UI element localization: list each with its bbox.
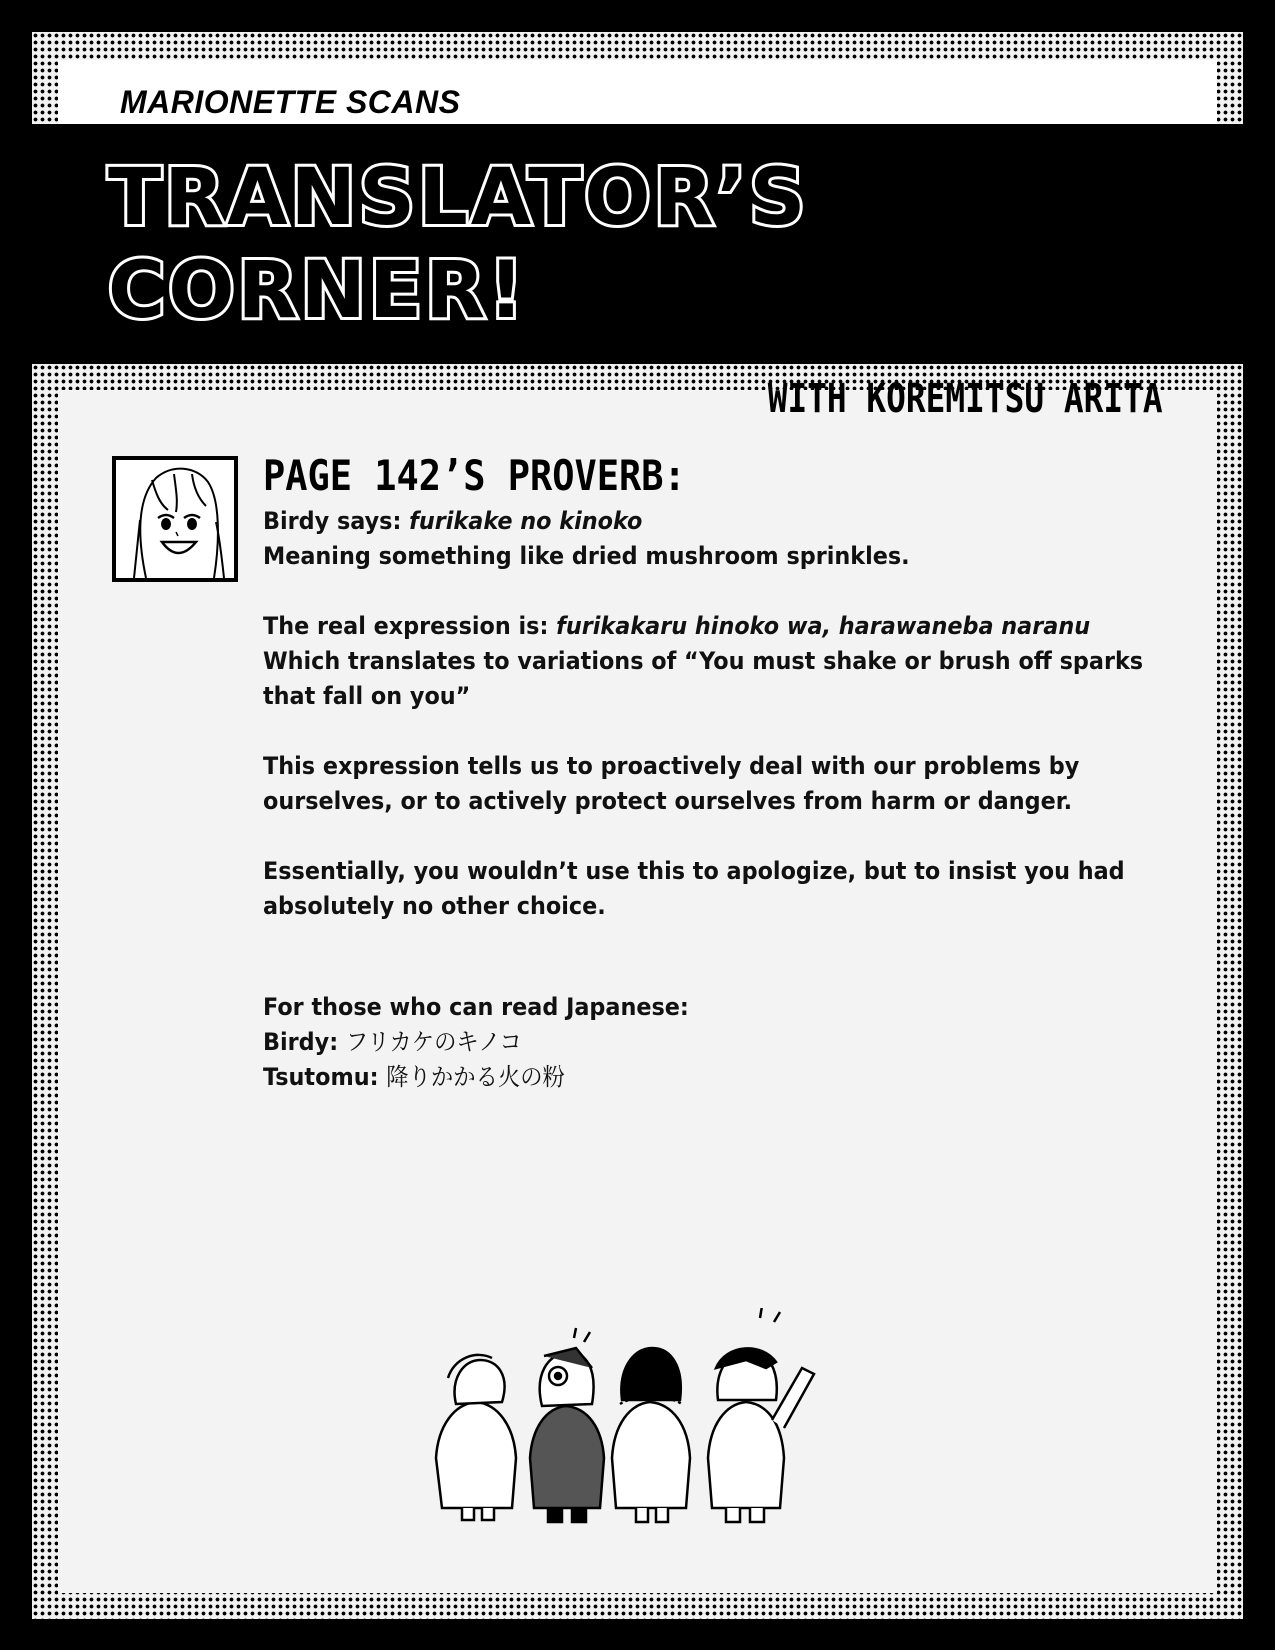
essentially-line-2: absolutely no other choice.	[263, 892, 606, 920]
tsutomu-japanese-text: 降りかかる火の粉	[386, 1063, 565, 1091]
explanation-line-2: ourselves, or to actively protect ourselves from harm or danger.	[263, 787, 1073, 815]
essentially-line-1: Essentially, you wouldn’t use this to apologize, but to insist you had	[263, 857, 1125, 885]
title-line-1: TRANSLATOR’S	[108, 153, 809, 243]
group-name: MARIONETTE SCANS	[120, 84, 461, 120]
translation-line-1: Which translates to variations of “You must shake or brush off sparks	[263, 647, 1144, 675]
byline: WITH KOREMITSU ARITA	[768, 376, 1163, 422]
proverb-section	[263, 452, 1163, 1095]
birdy-japanese-line	[263, 1025, 1100, 1060]
birdy-japanese-label: Birdy:	[263, 1028, 346, 1056]
tsutomu-japanese-line	[263, 1060, 1100, 1095]
real-expression-line	[263, 609, 1100, 644]
real-expression-phrase: furikakaru hinoko wa, harawaneba naranu	[556, 612, 1091, 640]
chibi-characters-illustration	[426, 1308, 846, 1530]
explanation-line-1: This expression tells us to proactively deal with our problems by	[263, 752, 1080, 780]
title-line-2: CORNER!	[108, 246, 527, 336]
four-kids-illustration-icon	[426, 1308, 846, 1530]
real-expression-label: The real expression is:	[263, 612, 557, 640]
tsutomu-japanese-label: Tsutomu:	[263, 1063, 387, 1091]
translation-line-2: that fall on you”	[263, 682, 471, 710]
birdy-phrase: furikake no kinoko	[409, 507, 643, 535]
translator-portrait	[112, 456, 238, 582]
portrait-face-icon	[116, 460, 234, 578]
birdy-japanese-text: フリカケのキノコ	[345, 1028, 522, 1056]
birdy-says-label: Birdy says:	[263, 507, 410, 535]
birdy-says-line	[263, 504, 1100, 539]
section-heading: PAGE 142’S PROVERB:	[263, 451, 686, 500]
page-title	[108, 152, 809, 338]
japanese-intro: For those who can read Japanese:	[263, 993, 689, 1021]
birdy-meaning: Meaning something like dried mushroom sprinkles.	[263, 542, 910, 570]
